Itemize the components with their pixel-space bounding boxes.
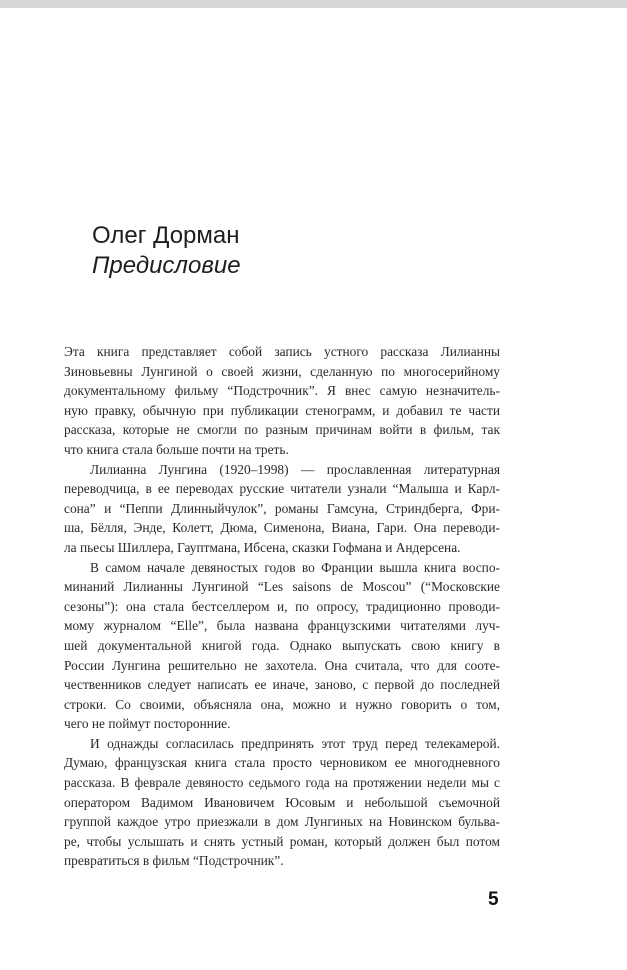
text-line: рассказа. В феврале девяносто седьмого года на протяжении недели мы с <box>64 775 500 791</box>
text-line: шей документальной книгой года. Однако выпускать свою книгу в <box>64 637 500 653</box>
scan-edge <box>0 0 627 8</box>
author-name: Олег Дорман <box>92 222 240 249</box>
text-line: ша, Бёлля, Энде, Колетт, Дюма, Сименона, Виана, Гари. Она переводи- <box>64 520 500 536</box>
text-line: сезоны”): она стала бестселлером и, по опросу, традиционно проводи- <box>64 598 500 614</box>
text-line: В самом начале девяностых годов во Франции вышла книга воспо- <box>90 559 500 575</box>
text-line: И однажды согласилась предпринять этот труд перед телекамерой. <box>90 735 500 751</box>
body-text <box>64 342 500 871</box>
text-line: превратиться в фильм “Подстрочник”. <box>64 853 284 869</box>
text-line: ре, чтобы услышать и снять устный роман, который должен был потом <box>64 833 500 849</box>
text-line: рассказа, которые не смогли по разным причинам войти в фильм, так <box>64 422 500 438</box>
text-line: мому журналом “Elle”, была названа французскими читателями луч- <box>64 618 500 634</box>
text-line: ную правку, обычную при публикации стенограмм, и добавил те части <box>64 402 500 418</box>
text-line: группой каждое утро приезжали в дом Лунгиных на Новинском бульва- <box>64 814 500 830</box>
text-line: чественников следует написать ее иначе, заново, с первой до последней <box>64 677 500 693</box>
text-line: переводчица, в ее переводах русские читатели узнали “Малыша и Карл- <box>64 481 500 497</box>
text-line: Зиновьевны Лунгиной о своей жизни, сделанную по многосерийному <box>64 363 500 379</box>
text-line: что книга стала больше почти на треть. <box>64 441 289 457</box>
text-line: сона” и “Пеппи Длинныйчулок”, романы Гамсуна, Стриндберга, Фри- <box>64 500 500 516</box>
text-line: Эта книга представляет собой запись устного рассказа Лилианны <box>64 344 500 359</box>
text-line: ла пьесы Шиллера, Гауптмана, Ибсена, сказки Гофмана и Андерсена. <box>64 539 461 555</box>
text-line: России Лунгина решительно не захотела. Она считала, что для соотe- <box>64 657 500 673</box>
chapter-title: Предисловие <box>92 252 241 279</box>
text-line: Лилианна Лунгина (1920–1998) — прославленная литературная <box>90 461 500 477</box>
page-number: 5 <box>488 889 499 910</box>
text-line: оператором Вадимом Ивановичем Юсовым и небольшой съемочной <box>64 794 500 810</box>
text-line: строки. Со своими, объясняла она, можно и нужно говорить о том, <box>64 696 500 712</box>
text-line: минаний Лилианны Лунгиной “Les saisons de Moscou” (“Московские <box>64 579 500 595</box>
text-line: чего не поймут посторонние. <box>64 716 231 732</box>
text-line: Думаю, французская книга стала просто черновиком ее многодневного <box>64 755 500 771</box>
text-line: документальному фильму “Подстрочник”. Я внес самую незначитель- <box>64 383 500 399</box>
